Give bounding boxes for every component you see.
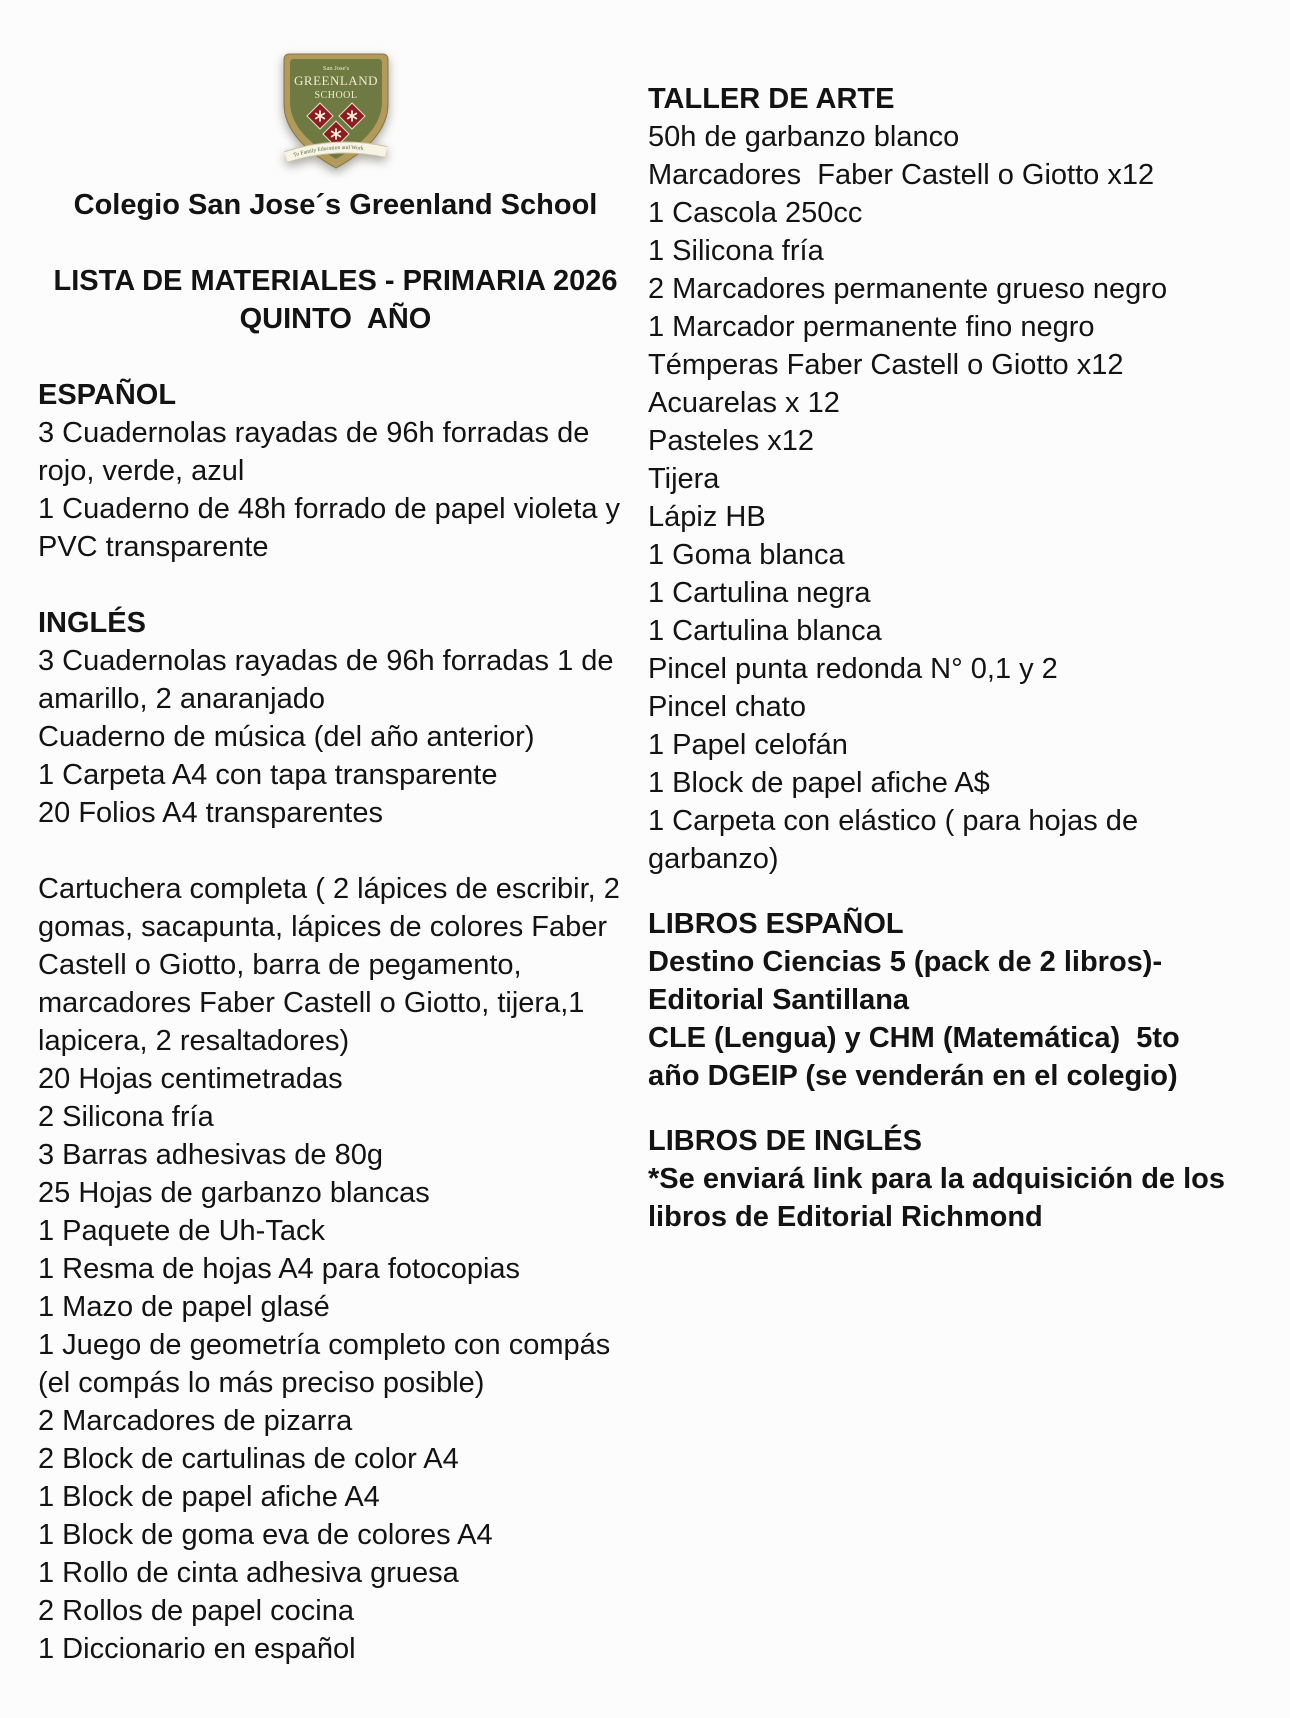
list-item: año DGEIP (se venderán en el colegio) bbox=[648, 1060, 1178, 1092]
doc-title: LISTA DE MATERIALES - PRIMARIA 2026 bbox=[53, 265, 618, 297]
doc-subtitle: QUINTO AÑO bbox=[239, 303, 432, 335]
list-item: rojo, verde, azul bbox=[38, 455, 245, 487]
list-item: 2 Block de cartulinas de color A4 bbox=[38, 1443, 459, 1475]
list-item: 50h de garbanzo blanco bbox=[648, 121, 960, 153]
list-item: 25 Hojas de garbanzo blancas bbox=[38, 1177, 430, 1209]
logo-school-text: SCHOOL bbox=[313, 90, 358, 101]
list-item: 2 Rollos de papel cocina bbox=[38, 1595, 354, 1627]
list-item: 1 Cuaderno de 48h forrado de papel violeta y bbox=[38, 493, 621, 525]
section-heading: TALLER DE ARTE bbox=[648, 83, 895, 115]
list-item: Tijera bbox=[648, 463, 720, 495]
left-sections bbox=[38, 376, 633, 1668]
list-item: 20 Hojas centimetradas bbox=[38, 1063, 343, 1095]
list-item: lapicera, 2 resaltadores) bbox=[38, 1025, 350, 1057]
list-item: Témperas Faber Castell o Giotto x12 bbox=[648, 349, 1124, 381]
list-item: Cartuchera completa ( 2 lápices de escribir, 2 bbox=[38, 873, 620, 905]
logo-school-small-text: San Jose's bbox=[322, 65, 349, 72]
list-item: Cuaderno de música (del año anterior) bbox=[38, 721, 535, 753]
section-heading: LIBROS DE INGLÉS bbox=[648, 1125, 922, 1157]
list-item: 1 Silicona fría bbox=[648, 235, 824, 267]
list-item: Lápiz HB bbox=[648, 501, 766, 533]
list-item: 1 Cartulina blanca bbox=[648, 615, 882, 647]
list-item: *Se enviará link para la adquisición de los bbox=[648, 1163, 1225, 1195]
right-column bbox=[648, 0, 1248, 1236]
list-item: 2 Marcadores de pizarra bbox=[38, 1405, 353, 1437]
list-item: 3 Cuadernolas rayadas de 96h forradas 1 de bbox=[38, 645, 614, 677]
list-item: 1 Marcador permanente fino negro bbox=[648, 311, 1095, 343]
section-gap bbox=[648, 878, 1248, 905]
section-heading: ESPAÑOL bbox=[38, 379, 177, 411]
list-item: 1 Resma de hojas A4 para fotocopias bbox=[38, 1253, 521, 1285]
list-item: CLE (Lengua) y CHM (Matemática) 5to bbox=[648, 1022, 1180, 1054]
section-gap bbox=[648, 1095, 1248, 1122]
logo-greenland-text: GREENLAND bbox=[293, 73, 378, 88]
section-heading: LIBROS ESPAÑOL bbox=[648, 908, 904, 940]
list-item: garbanzo) bbox=[648, 843, 779, 875]
list-item: 2 Silicona fría bbox=[38, 1101, 214, 1133]
list-item: Pasteles x12 bbox=[648, 425, 815, 457]
logo-motto-text: To Family Education and Work bbox=[292, 144, 364, 159]
list-item: gomas, sacapunta, lápices de colores Faber bbox=[38, 911, 608, 943]
list-item: 1 Block de goma eva de colores A4 bbox=[38, 1519, 493, 1551]
list-item: Pincel punta redonda N° 0,1 y 2 bbox=[648, 653, 1058, 685]
list-item: 1 Diccionario en español bbox=[38, 1633, 356, 1665]
list-item: 1 Rollo de cinta adhesiva gruesa bbox=[38, 1557, 459, 1589]
list-item: marcadores Faber Castell o Giotto, tijera,1 bbox=[38, 987, 585, 1019]
spacer bbox=[38, 338, 633, 376]
section-gap bbox=[38, 832, 633, 870]
list-item: 1 Papel celofán bbox=[648, 729, 848, 761]
school-name: Colegio San Jose´s Greenland School bbox=[73, 189, 598, 221]
left-column bbox=[38, 0, 633, 1668]
list-item: (el compás lo más preciso posible) bbox=[38, 1367, 485, 1399]
list-item: 1 Carpeta A4 con tapa transparente bbox=[38, 759, 498, 791]
list-item: 3 Barras adhesivas de 80g bbox=[38, 1139, 383, 1171]
list-item: amarillo, 2 anaranjado bbox=[38, 683, 325, 715]
list-item: 2 Marcadores permanente grueso negro bbox=[648, 273, 1168, 305]
list-item: 1 Cartulina negra bbox=[648, 577, 871, 609]
list-item: 1 Block de papel afiche A$ bbox=[648, 767, 990, 799]
list-item: 1 Cascola 250cc bbox=[648, 197, 863, 229]
shield-crest-icon bbox=[280, 52, 392, 176]
list-item: 1 Juego de geometría completo con compás bbox=[38, 1329, 611, 1361]
section-heading: INGLÉS bbox=[38, 607, 146, 639]
list-item: Pincel chato bbox=[648, 691, 806, 723]
list-item: 1 Block de papel afiche A4 bbox=[38, 1481, 380, 1513]
list-item: Castell o Giotto, barra de pegamento, bbox=[38, 949, 522, 981]
list-item: libros de Editorial Richmond bbox=[648, 1201, 1043, 1233]
list-item: 20 Folios A4 transparentes bbox=[38, 797, 383, 829]
list-item: Marcadores Faber Castell o Giotto x12 bbox=[648, 159, 1155, 191]
list-item: 1 Carpeta con elástico ( para hojas de bbox=[648, 805, 1139, 837]
school-logo bbox=[280, 52, 392, 176]
list-item: Acuarelas x 12 bbox=[648, 387, 840, 419]
list-item: PVC transparente bbox=[38, 531, 269, 563]
list-item: Editorial Santillana bbox=[648, 984, 910, 1016]
right-sections bbox=[648, 80, 1248, 1236]
list-item: 1 Paquete de Uh-Tack bbox=[38, 1215, 325, 1247]
list-item: Destino Ciencias 5 (pack de 2 libros)- bbox=[648, 946, 1163, 978]
list-item: 1 Mazo de papel glasé bbox=[38, 1291, 330, 1323]
spacer bbox=[38, 224, 633, 262]
section-gap bbox=[38, 566, 633, 604]
list-item: 1 Goma blanca bbox=[648, 539, 845, 571]
list-item: 3 Cuadernolas rayadas de 96h forradas de bbox=[38, 417, 590, 449]
